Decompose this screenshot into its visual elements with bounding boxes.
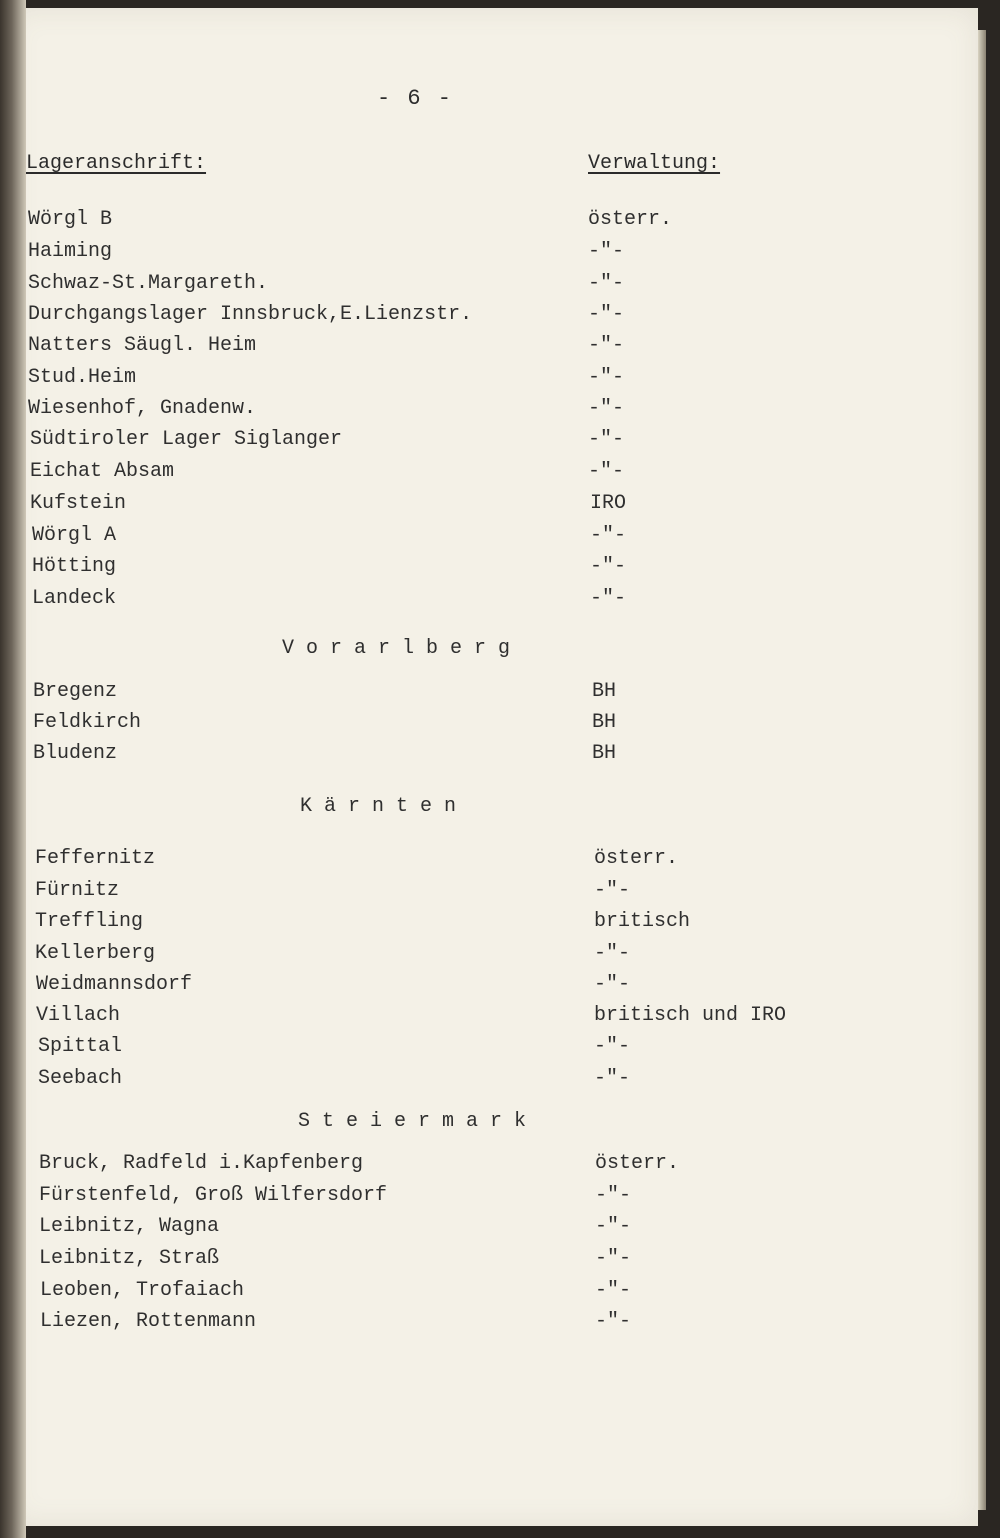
place-name: Seebach [38,1067,123,1090]
administration: österr. [588,208,673,231]
list-item [0,876,1000,906]
administration: -"- [588,460,625,483]
administration: -"- [595,1279,632,1302]
place-name: Treffling [35,910,144,933]
list-item [0,425,1000,455]
list-item [0,300,1000,330]
place-name: Stud.Heim [28,366,137,389]
list-item [0,521,1000,551]
place-name: Natters Säugl. Heim [28,334,257,357]
administration: -"- [588,366,625,389]
place-name: Fürstenfeld, Groß Wilfersdorf [39,1184,388,1207]
place-name: Durchgangslager Innsbruck,E.Lienzstr. [28,303,473,326]
region-heading-vorarlberg: V o r a r l b e r g [282,637,511,660]
list-item [0,708,1000,738]
administration: österr. [594,847,679,870]
administration: -"- [595,1215,632,1238]
place-name: Hötting [32,555,117,578]
administration: -"- [595,1184,632,1207]
administration: britisch [594,910,691,933]
header-lageranschrift: Lageranschrift: [26,152,207,175]
list-item [0,237,1000,267]
administration: -"- [595,1310,632,1333]
place-name: Leibnitz, Wagna [39,1215,220,1238]
list-item [0,584,1000,614]
list-item [0,363,1000,393]
administration: österr. [595,1152,680,1175]
administration: -"- [588,240,625,263]
list-item [0,1276,1000,1306]
list-item [0,205,1000,235]
place-name: Weidmannsdorf [36,973,193,996]
place-name: Eichat Absam [30,460,175,483]
place-name: Leoben, Trofaiach [40,1279,245,1302]
administration: -"- [588,428,625,451]
region-heading-steiermark: S t e i e r m a r k [298,1110,527,1133]
header-verwaltung: Verwaltung: [588,152,721,175]
place-name: Feffernitz [35,847,156,870]
administration: -"- [588,334,625,357]
list-item [0,739,1000,769]
administration: -"- [588,272,625,295]
place-name: Wörgl A [32,524,117,547]
administration: -"- [594,879,631,902]
place-name: Schwaz-St.Margareth. [28,272,269,295]
administration: -"- [594,942,631,965]
list-item [0,552,1000,582]
administration: -"- [590,587,627,610]
list-item [0,907,1000,937]
list-item [0,1149,1000,1179]
place-name: Bludenz [33,742,118,765]
place-name: Bregenz [33,680,118,703]
administration: -"- [594,1067,631,1090]
administration: -"- [588,397,625,420]
place-name: Haiming [28,240,113,263]
administration: -"- [594,973,631,996]
list-item [0,269,1000,299]
list-item [0,1181,1000,1211]
place-name: Spittal [38,1035,123,1058]
list-item [0,331,1000,361]
list-item [0,970,1000,1000]
list-item [0,457,1000,487]
place-name: Landeck [32,587,117,610]
administration: -"- [590,524,627,547]
list-item [0,1212,1000,1242]
place-name: Villach [36,1004,121,1027]
place-name: Kellerberg [35,942,156,965]
administration: BH [592,711,617,734]
list-item [0,1064,1000,1094]
place-name: Wörgl B [28,208,113,231]
administration: BH [592,680,617,703]
list-item [0,1032,1000,1062]
place-name: Südtiroler Lager Siglanger [30,428,343,451]
administration: -"- [595,1247,632,1270]
administration: -"- [588,303,625,326]
place-name: Liezen, Rottenmann [40,1310,257,1333]
region-heading-kaernten: K ä r n t e n [300,795,457,818]
administration: IRO [590,492,627,515]
administration: britisch und IRO [594,1004,787,1027]
place-name: Feldkirch [33,711,142,734]
place-name: Fürnitz [35,879,120,902]
list-item [0,1307,1000,1337]
list-item [0,844,1000,874]
list-item [0,1001,1000,1031]
administration: -"- [590,555,627,578]
list-item [0,489,1000,519]
place-name: Leibnitz, Straß [39,1247,220,1270]
list-item [0,939,1000,969]
place-name: Wiesenhof, Gnadenw. [28,397,257,420]
administration: BH [592,742,617,765]
list-item [0,677,1000,707]
place-name: Kufstein [30,492,127,515]
administration: -"- [594,1035,631,1058]
place-name: Bruck, Radfeld i.Kapfenberg [39,1152,364,1175]
page-number: - 6 - [377,86,454,111]
list-item [0,1244,1000,1274]
list-item [0,394,1000,424]
